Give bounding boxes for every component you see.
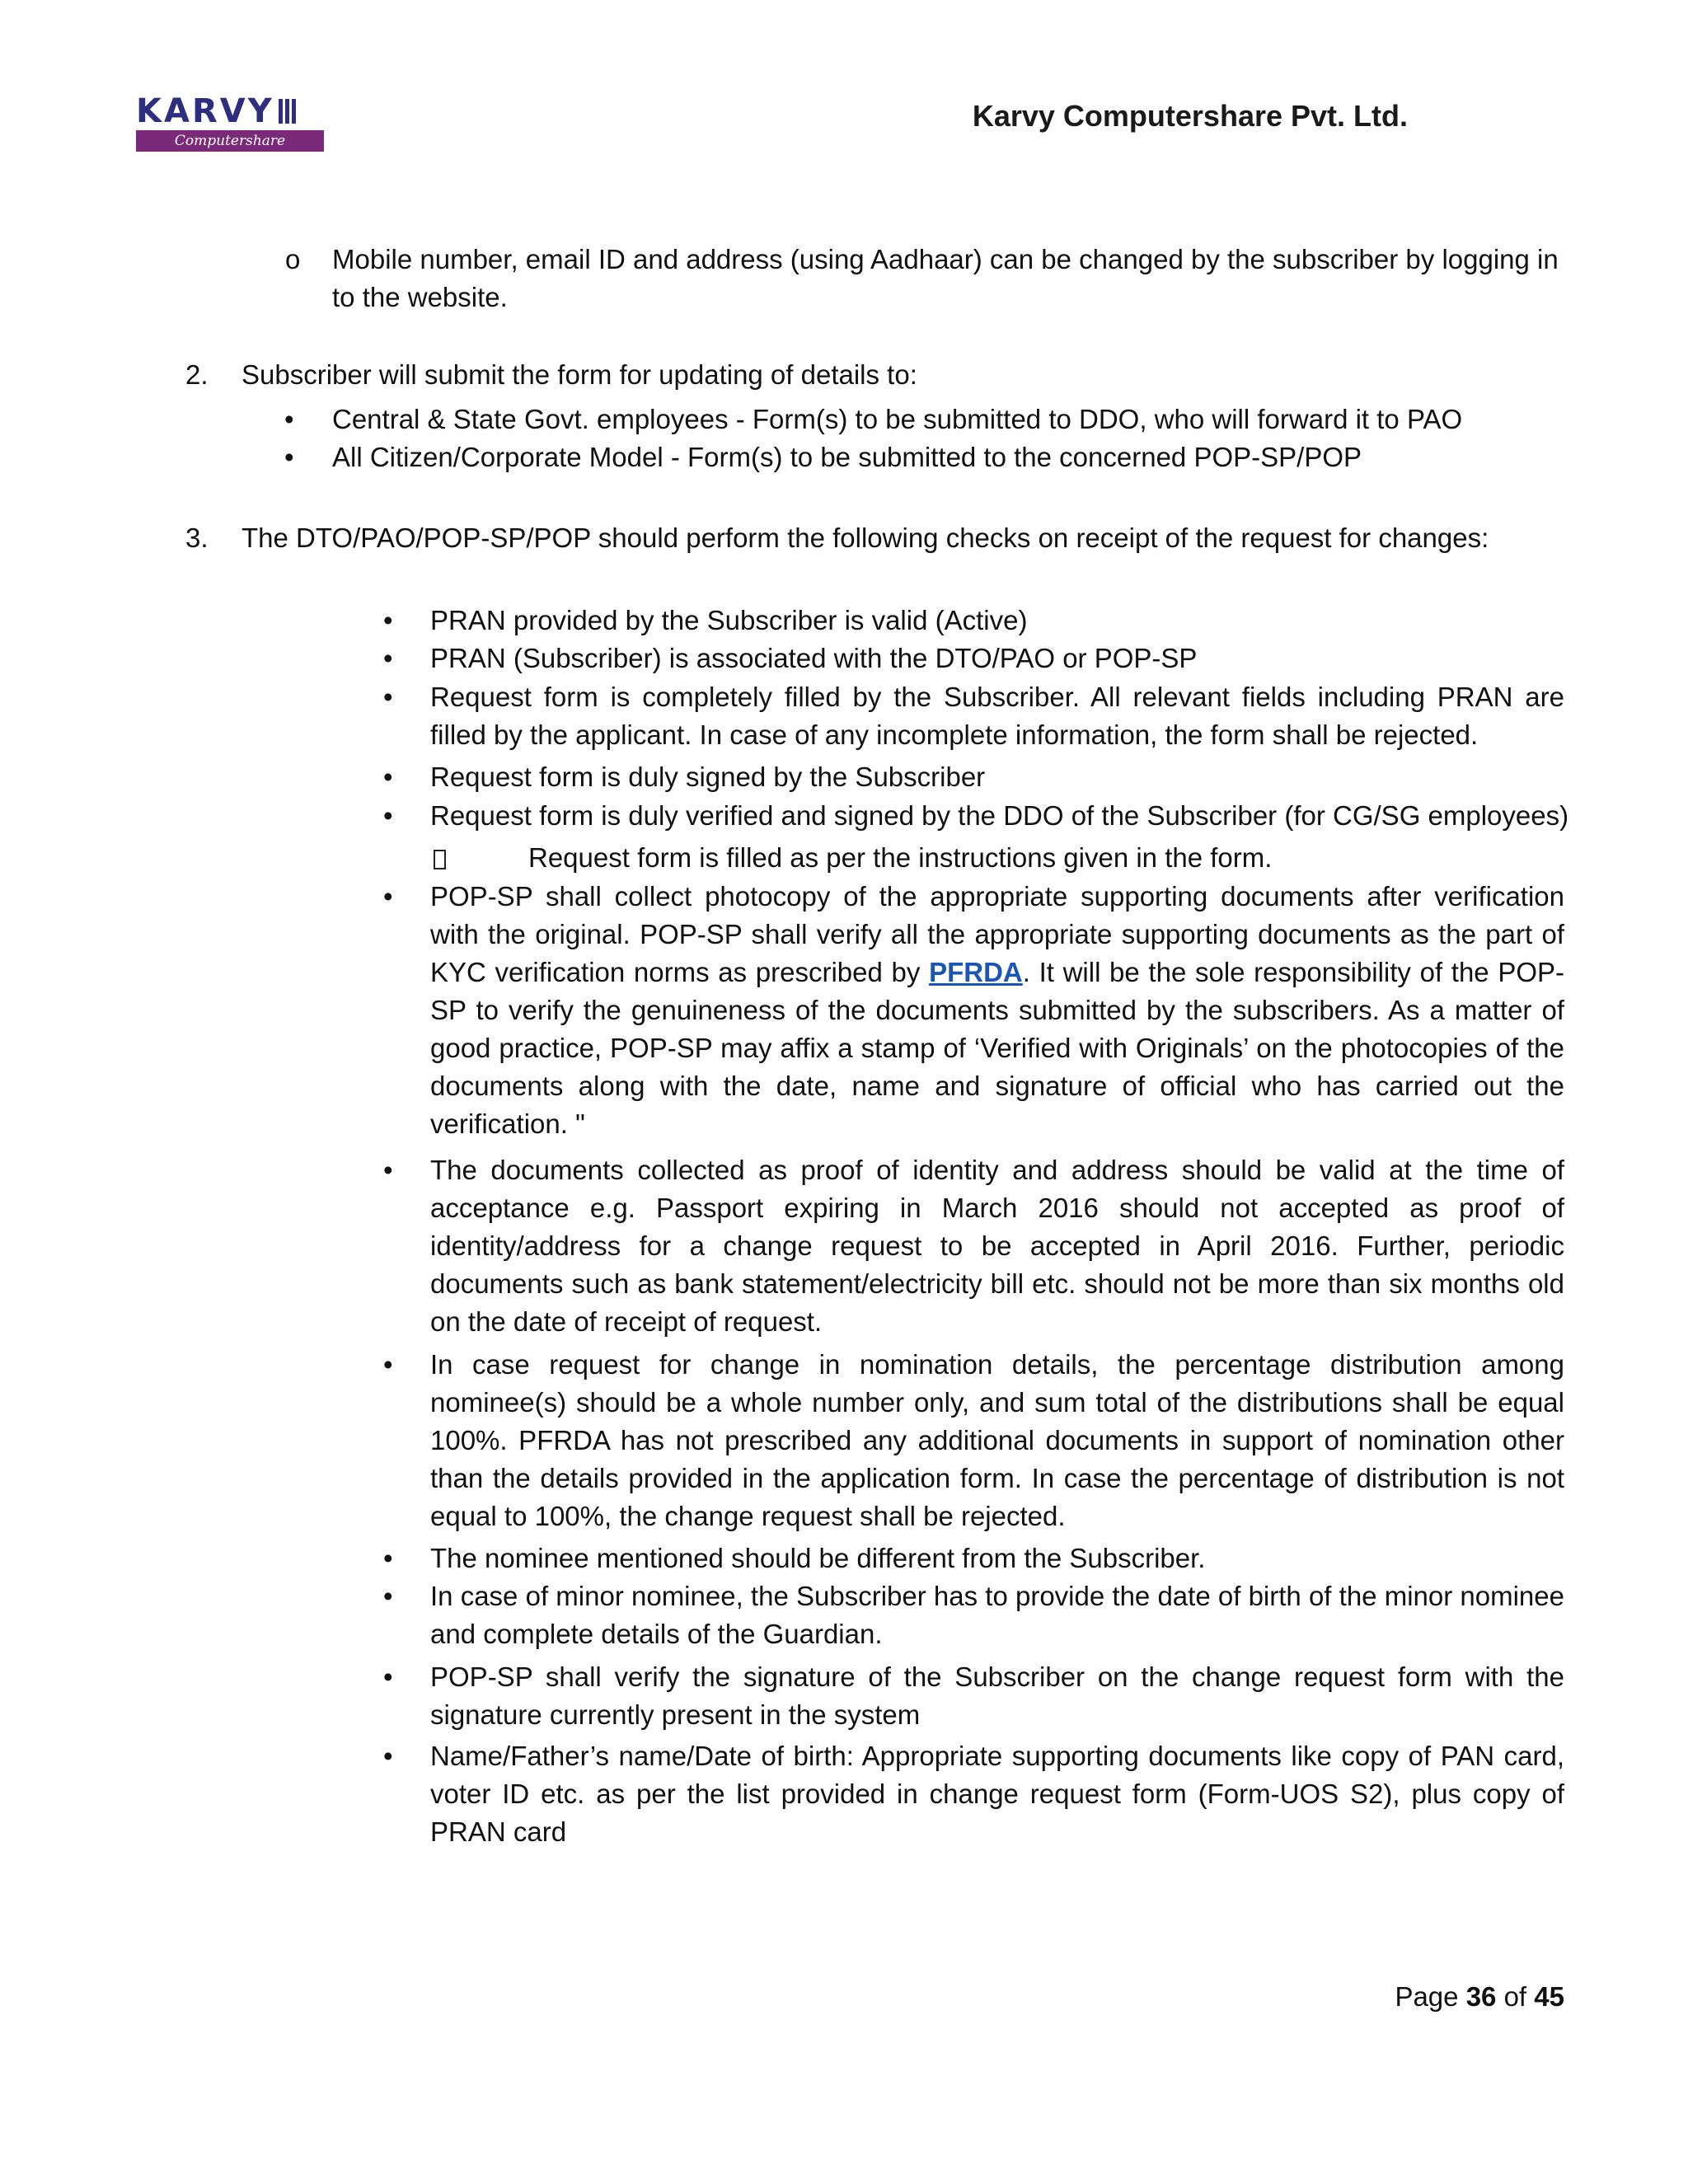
check-item: Request form is filled as per the instructions given in the form.	[528, 842, 1273, 873]
missing-glyph-box-icon	[434, 839, 446, 877]
check-item: POP-SP shall verify the signature of the Subscriber on the change request form with the signature currently present in the system	[430, 1661, 1564, 1730]
footer-page-word: Page	[1395, 1981, 1459, 2012]
bullet-dot: •	[383, 800, 393, 831]
bullet-dot: •	[383, 1543, 393, 1573]
bullet-dot: •	[383, 762, 393, 792]
check-item: PRAN (Subscriber) is associated with the DTO/PAO or POP-SP	[430, 643, 1198, 673]
logo-wordmark: KARVY	[136, 92, 274, 130]
check-item: In case of minor nominee, the Subscriber has to provide the date of birth of the minor nominee and complete details of the Guardian.	[430, 1581, 1564, 1649]
check-item: In case request for change in nomination details, the percentage distribution among nominee(s) should be a whole number only, and sum total of the distributions shall be equal 100%. PFRDA has not prescribed any additional documents in support of nomination other than the details provided in the application form. In case the percentage of distribution is not equal to 100%, the change request shall be rejected.	[430, 1349, 1564, 1531]
karvy-logo	[136, 92, 324, 152]
bullet-dot: •	[383, 1661, 393, 1692]
bullet-dot: •	[383, 682, 393, 712]
bullet-dot: •	[383, 643, 393, 673]
intro-bullet-text: Mobile number, email ID and address (using Aadhaar) can be changed by the subscriber by logging in to the website.	[332, 244, 1559, 312]
pfrda-link[interactable]: PFRDA	[929, 957, 1023, 987]
check-item: The documents collected as proof of identity and address should be valid at the time of acceptance e.g. Passport expiring in March 2016 should not accepted as proof of identity/address for a change request to be accepted in April 2016. Further, periodic documents such as bank statement/electricity bill etc. should not be more than six months old on the date of receipt of request.	[430, 1155, 1564, 1337]
bullet-dot: •	[383, 881, 393, 912]
check-item: PRAN provided by the Subscriber is valid (Active)	[430, 605, 1028, 635]
check-item: Request form is completely filled by the Subscriber. All relevant fields including PRAN are filled by the applicant. In case of any incomplete information, the form shall be rejected.	[430, 682, 1564, 750]
check-item-kyc-text-cont: . It will be the sole responsibility of the POP-SP to verify the genuineness of the documents submitted by the subscribers. As a matter of good practice, POP-SP may affix a stamp of ‘Verified with Originals’ on the photocopies of the documents along with the date, name and signature of official who has carried out the verification. "	[430, 957, 1564, 1139]
bullet-dot: •	[284, 404, 294, 434]
page-number-footer	[1395, 1978, 1564, 2016]
section-2-bullet: Central & State Govt. employees - Form(s) to be submitted to DDO, who will forward it to PAO	[332, 404, 1463, 434]
section-2-bullet: All Citizen/Corporate Model - Form(s) to be submitted to the concerned POP-SP/POP	[332, 442, 1362, 472]
bullet-dot: •	[383, 1155, 393, 1185]
bullet-dot: •	[383, 1349, 393, 1380]
company-name: Karvy Computershare Pvt. Ltd.	[972, 99, 1408, 133]
section-2-number: 2.	[185, 359, 209, 390]
check-item: Request form is duly signed by the Subscriber	[430, 762, 986, 792]
footer-of-word: of	[1503, 1981, 1527, 2012]
bullet-dot: •	[284, 442, 294, 472]
check-item-kyc-text: POP-SP shall collect photocopy of the appropriate supporting documents after verification with the original. POP-SP shall verify all the appropriate supporting documents as the part of KYC verification norms as prescribed by	[430, 881, 1564, 987]
check-item-kyc	[430, 878, 1564, 1143]
section-3-heading: The DTO/PAO/POP-SP/POP should perform the following checks on receipt of the request for changes:	[241, 523, 1489, 553]
footer-total-pages: 45	[1534, 1981, 1564, 2012]
section-3-number: 3.	[185, 523, 209, 553]
logo-tagline: Computershare	[136, 130, 324, 152]
bullet-dot: •	[383, 1581, 393, 1611]
circle-bullet: o	[285, 244, 301, 274]
bullet-dot: •	[383, 1741, 393, 1771]
section-2-heading: Subscriber will submit the form for updating of details to:	[241, 359, 917, 390]
check-item: The nominee mentioned should be different from the Subscriber.	[430, 1543, 1206, 1573]
check-item: Name/Father’s name/Date of birth: Appropriate supporting documents like copy of PAN card, voter ID etc. as per the list provided in change request form (Form-UOS S2), plus copy of PRAN card	[430, 1741, 1564, 1847]
bullet-dot: •	[383, 605, 393, 635]
logo-bars-icon	[279, 99, 296, 124]
check-item: Request form is duly verified and signed by the DDO of the Subscriber (for CG/SG employees)	[430, 800, 1569, 831]
footer-current-page: 36	[1465, 1981, 1497, 2012]
